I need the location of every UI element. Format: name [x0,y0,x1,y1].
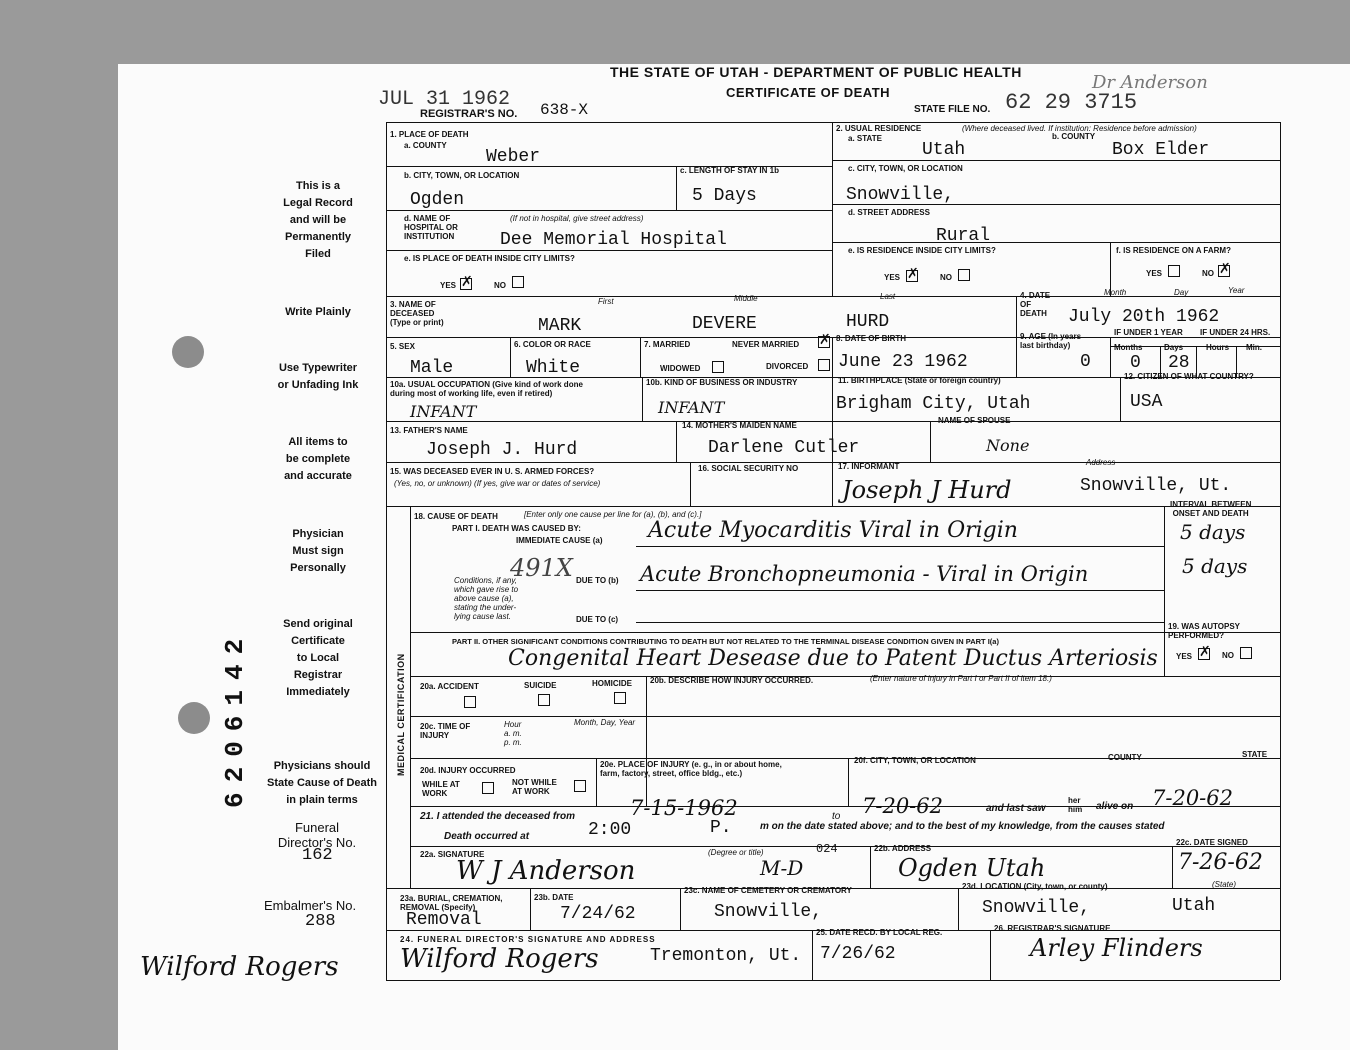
label-hours: Hours [1206,343,1230,352]
label-while-at-work: WHILE AT WORK [422,780,460,798]
label-interval: INTERVAL BETWEEN ONSET AND DEATH [1170,500,1252,518]
label-months: Months [1114,343,1143,352]
embalmer-no: 288 [305,912,336,931]
checkbox-never-married[interactable] [818,331,831,348]
value-informant-signature: Joseph J Hurd [842,476,1012,504]
label-cause-of-death: 18. CAUSE OF DEATH [414,512,498,521]
value-registrar-signature: Arley Flinders [1030,934,1203,962]
check-mark-icon: ✗ [1199,643,1211,659]
receipt-stamp: JUL 31 1962 [378,88,511,111]
label-location-state: (State) [1212,880,1237,889]
label-burial-date: 23b. DATE [534,893,574,902]
value-cause-code: 491X [510,554,573,582]
label-name: 3. NAME OF DECEASED (Type or print) [390,300,444,327]
certificate-stamp-number: 6206142 [220,628,250,808]
label-not-while-at-work: NOT WHILE AT WORK [512,778,557,796]
value-county: Weber [486,147,541,167]
label-informant-address: Address [1086,458,1116,467]
label-yes-19: YES [1176,652,1193,661]
checkbox-no-2e[interactable] [958,269,970,281]
checkbox-yes-19[interactable] [1198,643,1211,660]
value-date-of-death: July 20th 1962 [1068,307,1220,327]
label-degree: (Degree or title) [708,848,764,857]
label-never-married: NEVER MARRIED [732,340,800,349]
value-part-2: Congenital Heart Desease due to Patent Ductus Arteriosis [508,646,1158,671]
label-armed-forces: 15. WAS DECEASED EVER IN U. S. ARMED FORCES? [390,467,595,476]
label-date-of-death: 4. DATE OF DEATH [1020,291,1051,318]
label-part-2: PART II. OTHER SIGNIFICANT CONDITIONS CONTRIBUTING TO DEATH BUT NOT RELATED TO THE TERMINAL DISEASE CONDITION GIVEN IN PART I(a) [452,637,999,646]
value-middle-name: DEVERE [692,314,757,334]
value-date-received: 7/26/62 [820,944,896,964]
value-last-name: HURD [846,312,890,332]
label-month: Month [1104,288,1127,297]
label-date-signed: 22c. DATE SIGNED [1176,838,1248,847]
funeral-director-label: Funeral Director's No. [277,820,357,850]
label-married: 7. MARRIED [644,340,691,349]
value-location-state: Utah [1172,896,1216,916]
label-injury-description-note: (Enter nature of injury in Part I or Part II of item 18.) [870,674,1052,683]
label-injury-state: STATE [1242,750,1268,759]
value-location: Snowville, [982,898,1091,918]
sidebar-send-original: Send original Certificate to Local Registrar Immediately [283,618,353,698]
value-interval-a: 5 days [1180,520,1246,544]
label-time-of-injury: 20c. TIME OF INJURY [420,722,471,740]
label-widowed: WIDOWED [660,364,701,373]
value-date-signed: 7-26-62 [1178,850,1263,875]
value-age: 0 [1080,352,1091,372]
label-on-date: m on the date stated above; and to the best of my knowledge, from the causes stated [760,821,1165,832]
header-certificate-title: CERTIFICATE OF DEATH [726,85,891,100]
label-res-street: d. STREET ADDRESS [848,208,930,217]
sidebar-complete: All items to be complete and accurate [284,436,352,482]
value-spouse: None [986,436,1030,455]
punch-hole-bottom [178,702,210,734]
label-under-24-hrs: IF UNDER 24 HRS. [1200,328,1271,337]
checkbox-yes-2e[interactable] [906,265,919,282]
label-informant: 17. INFORMANT [838,462,900,471]
label-no-2f: NO [1202,269,1214,278]
sidebar-physician: Physician Must sign Personally [290,528,346,574]
value-father: Joseph J. Hurd [426,440,578,460]
value-physician-address: Ogden Utah [898,854,1046,882]
label-alive-on: alive on [1096,801,1134,812]
checkbox-no-19[interactable] [1240,647,1252,659]
label-cemetery: 23c. NAME OF CEMETERY OR CREMATORY [684,886,852,895]
label-physician-address: 22b. ADDRESS [874,844,932,853]
label-race: 6. COLOR OR RACE [514,340,591,349]
label-hour: Hour a. m. p. m. [504,720,522,747]
value-res-city: Snowville, [846,185,955,205]
label-place-of-injury: 20e. PLACE OF INJURY (e. g., in or about home, farm, factory, street, office bldg., etc.) [600,760,782,778]
checkbox-yes-1e[interactable] [460,273,473,290]
label-injury-occurred: 20d. INJURY OCCURRED [420,766,516,775]
embalmer-label: Embalmer's No. [264,898,357,913]
state-file-label: STATE FILE NO. [914,104,991,115]
label-funeral-signature: 24. FUNERAL DIRECTOR'S SIGNATURE AND ADDRESS [400,935,656,944]
value-age-months: 0 [1130,353,1141,373]
value-occupation: INFANT [410,402,477,421]
value-interval-b: 5 days [1182,554,1248,578]
label-injury-city: 20f. CITY, TOWN, OR LOCATION [854,756,976,765]
value-code-024: 024 [816,842,838,856]
label-no-1e: NO [494,281,506,290]
label-res-inside: e. IS RESIDENCE INSIDE CITY LIMITS? [848,246,996,255]
check-mark-icon: ✗ [1219,260,1231,276]
sidebar-typewriter: Use Typewriter or Unfading Ink [277,362,359,391]
label-under-1-year: IF UNDER 1 YEAR [1114,328,1183,337]
label-year: Year [1228,286,1245,295]
label-location: 23d. LOCATION (City, town, or county) [962,882,1108,891]
label-attended: 21. I attended the deceased from [420,811,576,822]
registrar-no: 638-X [540,101,589,119]
label-registrar-signature: 26. REGISTRAR'S SIGNATURE [994,924,1111,933]
value-cemetery: Snowville, [714,902,823,922]
label-business: 10b. KIND OF BUSINESS OR INDUSTRY [646,378,798,387]
value-first-name: MARK [538,316,582,336]
label-county: a. COUNTY [404,141,447,150]
value-burial-date: 7/24/62 [560,904,636,924]
check-mark-icon: ✗ [907,265,919,281]
checkbox-widowed[interactable] [712,361,724,373]
label-signature: 22a. SIGNATURE [420,850,485,859]
label-res-county: b. COUNTY [1052,132,1096,141]
funeral-director-no: 162 [302,846,333,865]
label-hospital-note: (If not in hospital, give street address) [510,214,644,223]
checkbox-not-while-at-work[interactable] [574,780,586,792]
label-birthplace: 11. BIRTHPLACE (State or foreign country) [838,376,1001,385]
label-immediate-cause: IMMEDIATE CAUSE (a) [516,536,603,545]
label-armed-forces-note: (Yes, no, or unknown) (If yes, give war or dates of service) [394,479,601,488]
label-father: 13. FATHER'S NAME [390,426,468,435]
checkbox-no-1e[interactable] [512,276,524,288]
label-accident: 20a. ACCIDENT [420,682,479,691]
label-mother: 14. MOTHER'S MAIDEN NAME [682,421,797,430]
checkbox-while-at-work[interactable] [482,782,494,794]
sidebar-write-plainly: Write Plainly [285,306,351,318]
registrar-label: REGISTRAR'S NO. [420,108,518,120]
label-sex: 5. SEX [390,342,415,351]
header-department: THE STATE OF UTAH - DEPARTMENT OF PUBLIC HEALTH [610,64,1022,80]
value-race: White [526,358,581,378]
checkbox-no-2f[interactable] [1218,260,1231,277]
label-age: 9. AGE (In years last birthday) [1020,332,1082,350]
value-attended-from: 7-15-1962 [630,796,738,820]
value-birthplace: Brigham City, Utah [836,394,1031,414]
checkbox-homicide[interactable] [614,692,626,704]
label-her-him: her him [1068,796,1083,814]
label-first: First [598,297,614,306]
label-injury-description: 20b. DESCRIBE HOW INJURY OCCURRED. [650,676,814,685]
label-no-19: NO [1222,651,1234,660]
value-mother: Darlene Cutler [708,438,860,458]
value-res-state: Utah [922,140,966,160]
check-mark-icon: ✗ [461,273,473,289]
value-burial: Removal [406,910,482,930]
label-farm: f. IS RESIDENCE ON A FARM? [1116,246,1231,255]
value-funeral-address: Tremonton, Ut. [650,946,802,966]
label-due-to-b: DUE TO (b) [576,576,619,585]
label-dob: 8. DATE OF BIRTH [836,334,907,343]
label-part-1: PART I. DEATH WAS CAUSED BY: [452,524,581,533]
checkbox-divorced[interactable] [818,359,830,371]
label-length-of-stay: c. LENGTH OF STAY IN 1b [680,166,779,175]
label-no-2e: NO [940,273,952,282]
label-occupation: 10a. USUAL OCCUPATION (Give kind of work done during most of working life, even if retired) [390,380,583,398]
label-death-occurred: Death occurred at [444,831,530,842]
label-last-saw: and last saw [986,803,1046,814]
label-place-of-death: 1. PLACE OF DEATH [390,130,469,139]
value-res-county: Box Elder [1112,140,1210,160]
margin-signature: Wilford Rogers [140,952,339,982]
label-date-received: 25. DATE RECD. BY LOCAL REG. [816,928,943,937]
value-citizen: USA [1130,392,1163,412]
label-yes-2e: YES [884,273,901,282]
label-autopsy: 19. WAS AUTOPSY PERFORMED? [1168,622,1241,640]
value-last-saw: 7-20-62 [1152,786,1233,810]
value-cause-b: Acute Bronchopneumonia - Viral in Origin [640,562,1089,586]
value-attended-to: 7-20-62 [862,794,943,818]
label-burial: 23a. BURIAL, CREMATION, REMOVAL (Specify) [400,894,503,912]
value-age-days: 28 [1168,353,1190,373]
check-mark-icon: ✗ [819,331,831,347]
value-informant-address: Snowville, Ut. [1080,476,1232,496]
label-due-to-c: DUE TO (c) [576,615,619,624]
label-yes-1e: YES [440,281,457,290]
value-sex: Male [410,358,454,378]
state-file-no: 62 29 3715 [1005,90,1138,115]
value-am-pm: P. [710,818,732,838]
label-city: b. CITY, TOWN, OR LOCATION [404,171,520,180]
label-suicide: SUICIDE [524,681,557,690]
value-cause-a: Acute Myocarditis Viral in Origin [648,518,1018,543]
label-medical-certification: MEDICAL CERTIFICATION [396,653,406,776]
checkbox-suicide[interactable] [538,694,550,706]
value-hospital: Dee Memorial Hospital [500,230,727,250]
label-citizen: 12. CITIZEN OF WHAT COUNTRY? [1124,372,1254,381]
checkbox-accident[interactable] [464,696,476,708]
label-yes-2f: YES [1146,269,1163,278]
value-res-street: Rural [936,226,991,246]
sidebar-legal-record: This is a Legal Record and will be Permanently Filed [283,180,353,260]
label-homicide: HOMICIDE [592,679,632,688]
label-last: Last [880,292,896,301]
value-length-of-stay: 5 Days [692,186,757,206]
label-hospital: d. NAME OF HOSPITAL OR INSTITUTION [404,214,458,241]
punch-hole-top [172,336,204,368]
checkbox-yes-2f[interactable] [1168,265,1180,277]
sidebar-cause-plain: Physicians should State Cause of Death in plain terms [266,760,378,806]
label-min: Min. [1246,343,1262,352]
label-spouse: NAME OF SPOUSE [938,416,1011,425]
value-city: Ogden [410,190,465,210]
label-res-city: c. CITY, TOWN, OR LOCATION [848,164,963,173]
label-cause-note: [Enter only one cause per line for (a), (b), and (c).] [524,510,702,519]
label-conditions: Conditions, if any, which gave rise to above cause (a), stating the under- lying cause last. [454,576,519,621]
value-physician-signature: W J Anderson [456,856,636,886]
label-month-day-year: Month, Day, Year [574,718,636,727]
value-business: INFANT [658,398,725,417]
header-handwritten-note: Dr Anderson [1092,72,1208,93]
label-middle: Middle [734,294,758,303]
label-usual-residence: 2. USUAL RESIDENCE [836,124,922,133]
label-to: to [832,811,841,822]
value-degree: M-D [760,856,804,880]
label-res-state: a. STATE [848,134,882,143]
value-time-of-death: 2:00 [588,820,632,840]
value-dob: June 23 1962 [838,352,968,372]
label-day: Day [1174,288,1189,297]
label-injury-county: COUNTY [1108,753,1142,762]
label-inside-city: e. IS PLACE OF DEATH INSIDE CITY LIMITS? [404,254,575,263]
label-days: Days [1164,343,1184,352]
value-funeral-signature: Wilford Rogers [400,944,599,974]
label-ssn: 16. SOCIAL SECURITY NO [698,464,799,473]
label-divorced: DIVORCED [766,362,809,371]
label-usual-residence-note: (Where deceased lived. If institution: Residence before admission) [962,124,1197,133]
